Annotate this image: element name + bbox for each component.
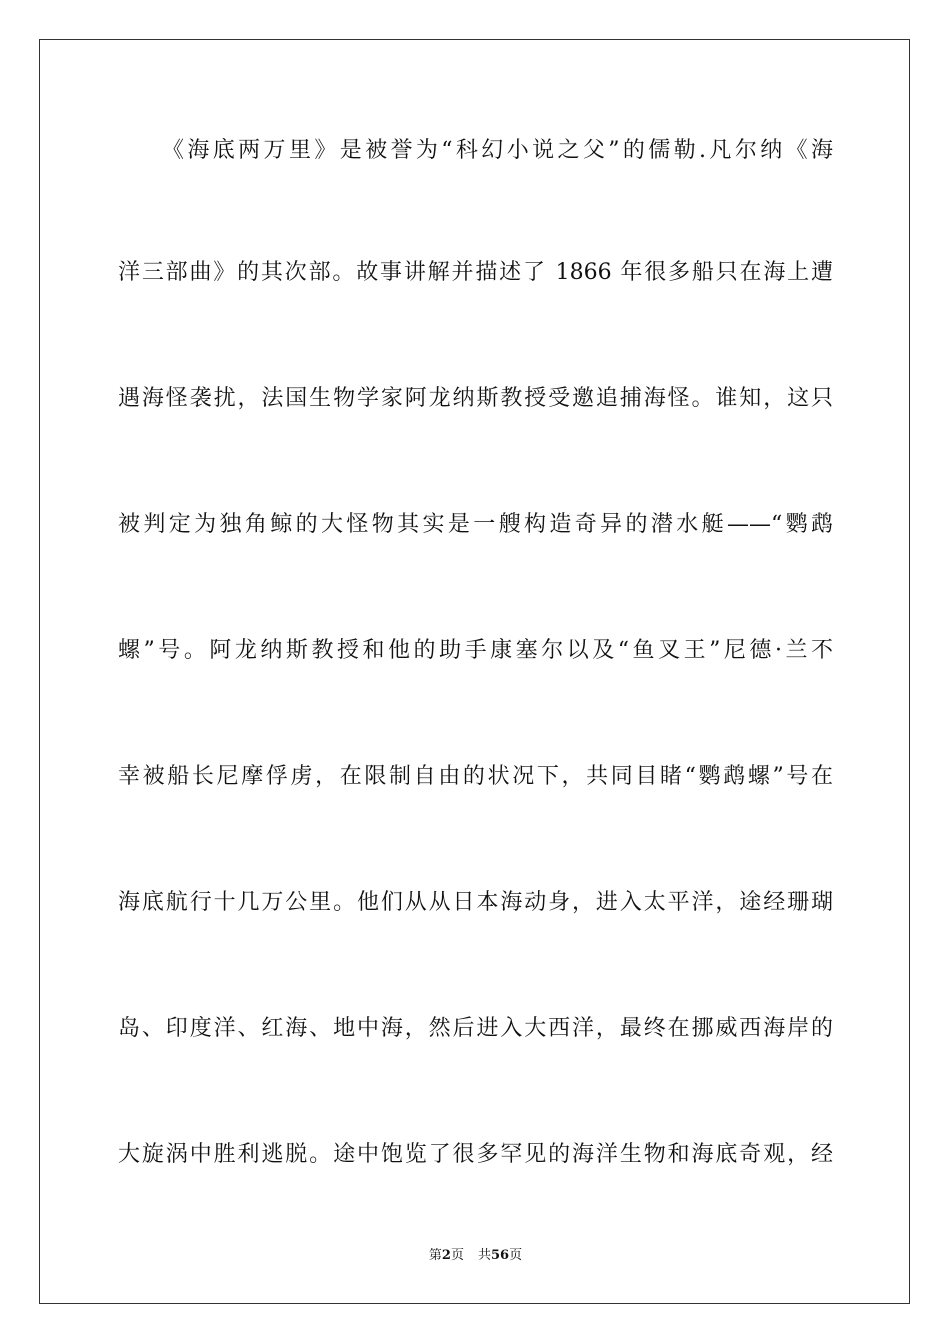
text-line-8: 岛、印度洋、红海、地中海，然后进入大西洋，最终在挪威西海岸的	[118, 1016, 833, 1041]
text-line-2: 洋三部曲》的其次部。故事讲解并描述了 1866 年很多船只在海上遭	[118, 260, 833, 285]
page-prefix: 第	[428, 1248, 442, 1263]
text-line-7: 海底航行十几万公里。他们从从日本海动身，进入太平洋，途经珊瑚	[118, 890, 833, 915]
page-number: 2	[441, 1248, 451, 1263]
total-suffix: 页	[509, 1248, 523, 1263]
text-line-6: 幸被船长尼摩俘虏，在限制自由的状况下，共同目睹“鹦鹉螺”号在	[118, 764, 833, 789]
text-line-3: 遇海怪袭扰，法国生物学家阿龙纳斯教授受邀追捕海怪。谁知，这只	[118, 386, 833, 411]
total-prefix: 共	[477, 1248, 491, 1263]
text-line-9: 大旋涡中胜利逃脱。途中饱览了很多罕见的海洋生物和海底奇观，经	[118, 1142, 833, 1167]
page-frame	[39, 39, 910, 1304]
text-line-4: 被判定为独角鲸的大怪物其实是一艘构造奇异的潜水艇——“鹦鹉	[118, 512, 833, 537]
total-pages: 56	[490, 1248, 510, 1263]
page-suffix: 页	[450, 1248, 464, 1263]
text-line-5: 螺”号。阿龙纳斯教授和他的助手康塞尔以及“鱼叉王”尼德·兰不	[118, 638, 833, 663]
page-footer	[40, 1246, 911, 1266]
text-line-1: 《海底两万里》是被誉为“科幻小说之父”的儒勒.凡尔纳《海	[162, 138, 833, 163]
